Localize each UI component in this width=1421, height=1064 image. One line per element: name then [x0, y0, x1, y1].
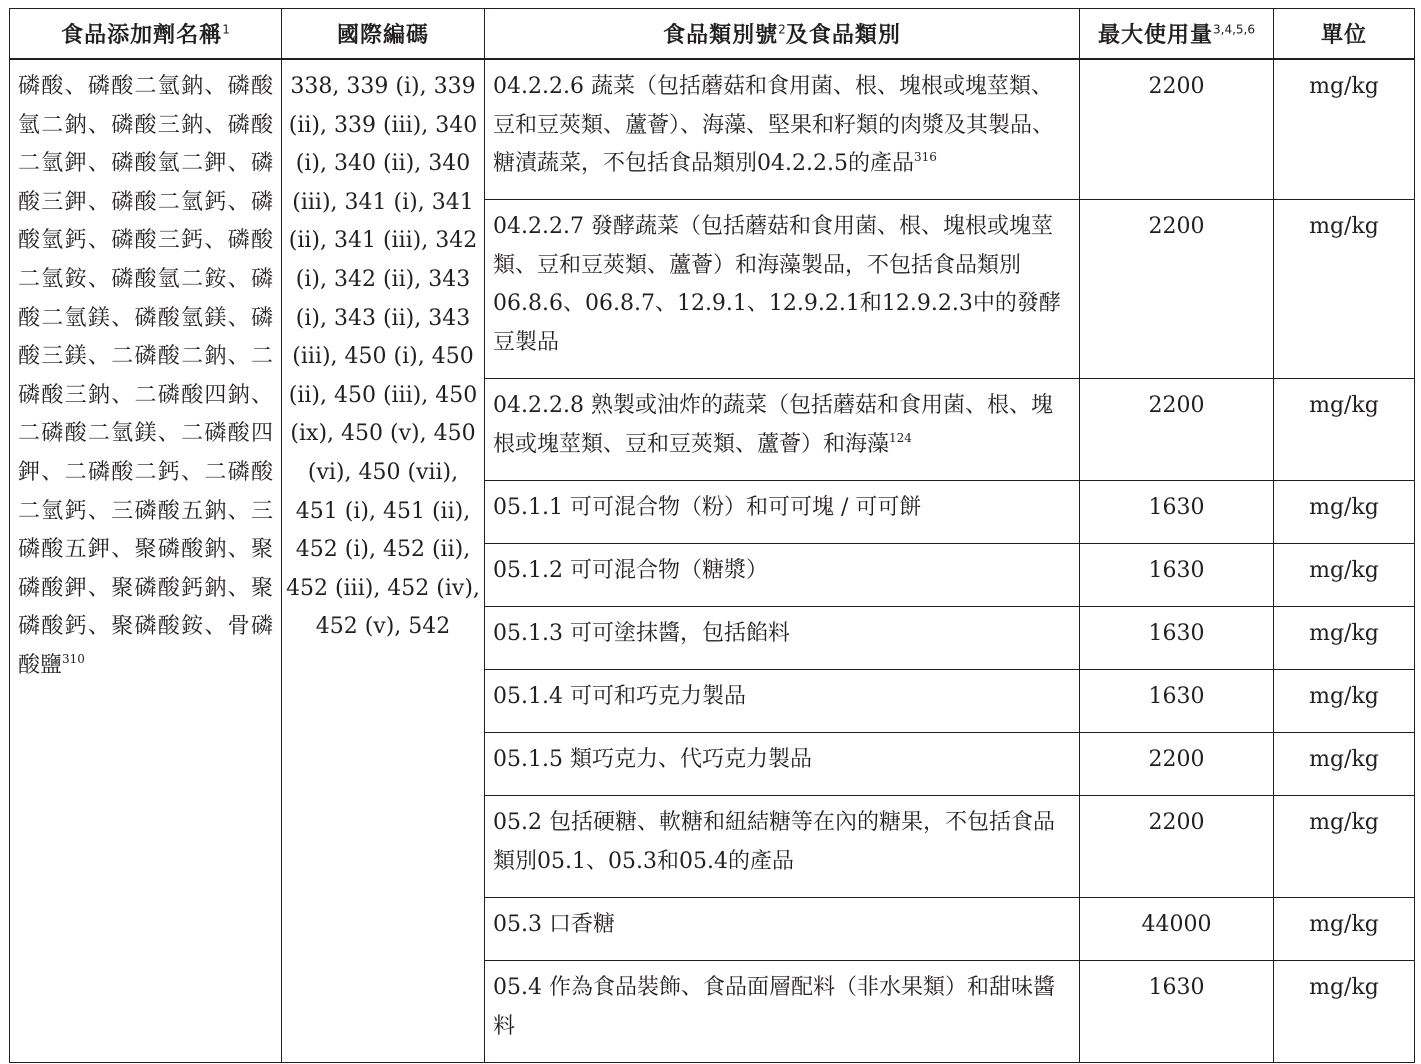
max-level-cell: 1630: [1080, 607, 1274, 670]
food-category-text: 04.2.2.6 蔬菜（包括蘑菇和食用菌、根、塊根或塊莖類、豆和豆莢類、蘆薈）、海藻、堅果和籽類的肉漿及其製品、糖漬蔬菜，不包括食品類別04.2.2.5的產品: [493, 74, 1055, 177]
unit-cell: mg/kg: [1274, 961, 1415, 1063]
max-level-cell: 44000: [1080, 898, 1274, 961]
food-additive-table: [9, 8, 1415, 1063]
unit-cell: mg/kg: [1274, 670, 1415, 733]
max-level-cell: 2200: [1080, 379, 1274, 481]
unit-cell: mg/kg: [1274, 796, 1415, 898]
max-level-cell: 2200: [1080, 796, 1274, 898]
unit-cell: mg/kg: [1274, 898, 1415, 961]
unit-cell: mg/kg: [1274, 607, 1415, 670]
food-category-cell: [485, 481, 1080, 544]
additive-name-note: 310: [62, 651, 85, 666]
header-unit: 單位: [1274, 9, 1415, 60]
table-body: [10, 59, 1415, 1063]
max-level-cell: 1630: [1080, 481, 1274, 544]
max-level-cell: 2200: [1080, 200, 1274, 379]
header-max-level: 最大使用量$^{3,4,5,6}$: [1080, 9, 1274, 60]
food-category-cell: [485, 379, 1080, 481]
header-additive-name: 食品添加劑名稱$^1$: [10, 9, 282, 60]
unit-cell: mg/kg: [1274, 733, 1415, 796]
food-category-text: 05.1.4 可可和巧克力製品: [493, 684, 746, 709]
max-level-cell: 2200: [1080, 59, 1274, 200]
additive-name: 磷酸、磷酸二氫鈉、磷酸氫二鈉、磷酸三鈉、磷酸二氫鉀、磷酸氫二鉀、磷酸三鉀、磷酸二氫鈣、磷酸氫鈣、磷酸三鈣、磷酸二氫銨、磷酸氫二銨、磷酸二氫鎂、磷酸氫鎂、磷酸三鎂、二磷酸二鈉、二磷酸三鈉、二磷酸四鈉、二磷酸二氫鎂、二磷酸四鉀、二磷酸二鈣、二磷酸二氫鈣、三磷酸五鈉、三磷酸五鉀、聚磷酸鈉、聚磷酸鉀、聚磷酸鈣鈉、聚磷酸鈣、聚磷酸銨、骨磷酸鹽: [18, 74, 273, 678]
unit-cell: mg/kg: [1274, 481, 1415, 544]
food-category-cell: [485, 670, 1080, 733]
unit-cell: mg/kg: [1274, 200, 1415, 379]
food-category-text: 04.2.2.7 發酵蔬菜（包括蘑菇和食用菌、根、塊根或塊莖類、豆和豆莢類、蘆薈）和海藻製品，不包括食品類別06.8.6、06.8.7、12.9.1、12.9.2.1和12.9.2.3中的發酵豆製品: [493, 214, 1061, 355]
header-row: [10, 9, 1415, 60]
food-category-text: 04.2.2.8 熟製或油炸的蔬菜（包括蘑菇和食用菌、根、塊根或塊莖類、豆和豆莢類、蘆薈）和海藻: [493, 393, 1053, 457]
food-category-text: 05.1.1 可可混合物（粉）和可可塊 / 可可餅: [493, 495, 922, 520]
unit-cell: mg/kg: [1274, 544, 1415, 607]
unit-cell: mg/kg: [1274, 379, 1415, 481]
food-category-text: 05.4 作為食品裝飾、食品面層配料（非水果類）和甜味醬料: [493, 975, 1055, 1039]
food-category-text: 05.1.5 類巧克力、代巧克力製品: [493, 747, 812, 772]
food-category-cell: [485, 59, 1080, 200]
ins-code-cell: 338, 339 (i), 339 (ii), 339 (iii), 340 (i), 340 (ii), 340 (iii), 341 (i), 341 (ii), 341 (iii), 342 (i), 342 (ii), 343 (i), 343 (ii), 343 (iii), 450 (i), 450 (ii), 450 (iii), 450 (ix), 450 (v), 450 (vi), 450 (vii), 451 (i), 451 (ii), 452 (i), 452 (ii), 452 (iii), 452 (iv), 452 (v), 542: [282, 59, 485, 1063]
table-row: [10, 59, 1415, 200]
food-category-cell: [485, 898, 1080, 961]
food-category-cell: [485, 544, 1080, 607]
food-category-text: 05.1.2 可可混合物（糖漿）: [493, 558, 768, 583]
food-category-cell: [485, 961, 1080, 1063]
max-level-cell: 1630: [1080, 670, 1274, 733]
food-category-text: 05.1.3 可可塗抹醬，包括餡料: [493, 621, 790, 646]
header-food-category: 食品類別號$^2$及食品類別: [485, 9, 1080, 60]
food-category-cell: [485, 733, 1080, 796]
food-category-text: 05.3 口香糖: [493, 912, 615, 937]
max-level-cell: 1630: [1080, 544, 1274, 607]
food-category-cell: [485, 200, 1080, 379]
food-category-note: 124: [889, 430, 912, 445]
unit-cell: mg/kg: [1274, 59, 1415, 200]
max-level-cell: 2200: [1080, 733, 1274, 796]
header-ins-code: 國際編碼: [282, 9, 485, 60]
food-category-cell: [485, 796, 1080, 898]
food-category-note: 316: [913, 150, 937, 165]
max-level-cell: 1630: [1080, 961, 1274, 1063]
food-category-cell: [485, 607, 1080, 670]
food-category-text: 05.2 包括硬糖、軟糖和紐結糖等在內的糖果，不包括食品類別05.1、05.3和05.4的產品: [493, 810, 1055, 874]
additive-name-cell: [10, 59, 282, 1063]
